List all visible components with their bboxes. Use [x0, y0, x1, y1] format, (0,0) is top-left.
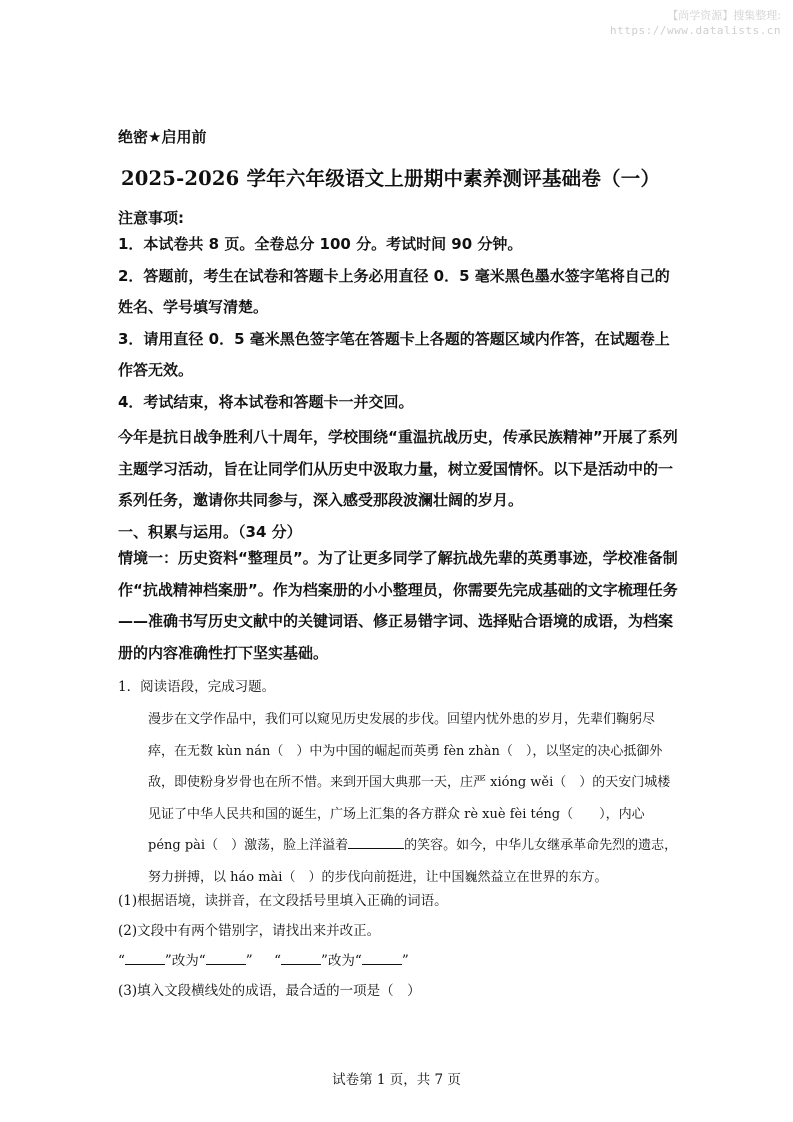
note-item: 4．考试结束，将本试卷和答题卡一并交回。 [118, 392, 414, 411]
note-item: 2．答题前，考生在试卷和答题卡上务必用直径 0．5 毫米黑色墨水签字笔将自己的姓名、学号填写清楚。 [118, 266, 670, 316]
subquestion-1: (1)根据语境，读拼音，在文段括号里填入正确的词语。 [118, 893, 448, 909]
typo-correct-blank-2[interactable] [362, 950, 402, 965]
typo-correct-blank-1[interactable] [206, 950, 246, 965]
subquestion-3: (3)填入文段横线处的成语，最合适的一项是（ ） [118, 983, 421, 999]
page-footer: 试卷第 1 页，共 7 页 [332, 1072, 461, 1088]
passage-seg1: 漫步在文学作品中，我们可以窥见历史发展的步伐。回望内忧外患的岁月，先辈们鞠躬尽瘁，在无数 kùn nán（ ）中为中国的崛起而英勇 fèn zhàn（ ），以坚定的决心抵御外敌，即使粉身岁骨也在所不惜。来到开国大典那一天，庄严 xióng wěi（ ）的天安门城楼见证了中华人民共和国的诞生，广场上汇集的各方群众 rè xuè fèi téng（ ），内心 péng pài（ ）激荡，脸上洋溢着 [148, 712, 671, 853]
notes-heading: 注意事项: [118, 209, 184, 227]
typo-correction-row: “ ”改为“ ” “ ”改为“ ” [118, 946, 678, 976]
typo-wrong-blank-2[interactable] [281, 950, 321, 965]
intro-paragraph: 今年是抗日战争胜利八十周年，学校围绕“重温抗战历史，传承民族精神”开展了系列主题学习活动，旨在让同学们从历史中汲取力量，树立爱国情怀。以下是活动中的一系列任务，邀请你共同参与，深入感受那段波澜壮阔的岁月。 [118, 428, 678, 509]
typo-wrong-blank-1[interactable] [125, 950, 165, 965]
notes-list [118, 229, 678, 418]
title-text: 学年六年级语文上册期中素养测评基础卷（一） [246, 167, 661, 190]
passage-seg2: 的笑容。如今，中华儿女继承革命先烈的遗志，努力拼搏，以 háo mài（ ）的步伐向前挺进，让中国巍然益立在世界的东方。 [148, 838, 678, 885]
subquestion-2: (2)文段中有两个错别字，请找出来并改正。 [118, 923, 381, 939]
note-item: 1．本试卷共 8 页。全卷总分 100 分。考试时间 90 分钟。 [118, 235, 523, 253]
title-year: 2025-2026 [121, 167, 240, 190]
intro-section [118, 422, 678, 548]
passage-text [118, 704, 678, 893]
scenario-paragraph: 情境一：历史资料“整理员”。为了让更多同学了解抗战先辈的英勇事迹，学校准备制作“抗战精神档案册”。作为档案册的小小整理员，你需要先完成基础的文字梳理任务——准确书写历史文献中的关键词语、修正易错字词、选择贴合语境的成语，为档案册的内容准确性打下坚实基础。 [118, 549, 678, 662]
subquestions [118, 886, 678, 1006]
question-1-prompt: 1．阅读语段，完成习题。 [118, 679, 276, 695]
watermark-url: https://www.datalists.cn [610, 24, 781, 37]
watermark-source: 【尚学资源】搜集整理: [667, 9, 781, 22]
reading-passage [118, 704, 678, 893]
watermark [610, 8, 781, 38]
idiom-blank[interactable] [348, 834, 404, 849]
secret-mark: 绝密★启用前 [118, 128, 207, 146]
section-heading: 一、积累与运用。（34 分） [118, 522, 302, 541]
page-title [121, 163, 660, 191]
note-item: 3．请用直径 0．5 毫米黑色签字笔在答题卡上各题的答题区域内作答，在试题卷上作答无效。 [118, 329, 670, 379]
